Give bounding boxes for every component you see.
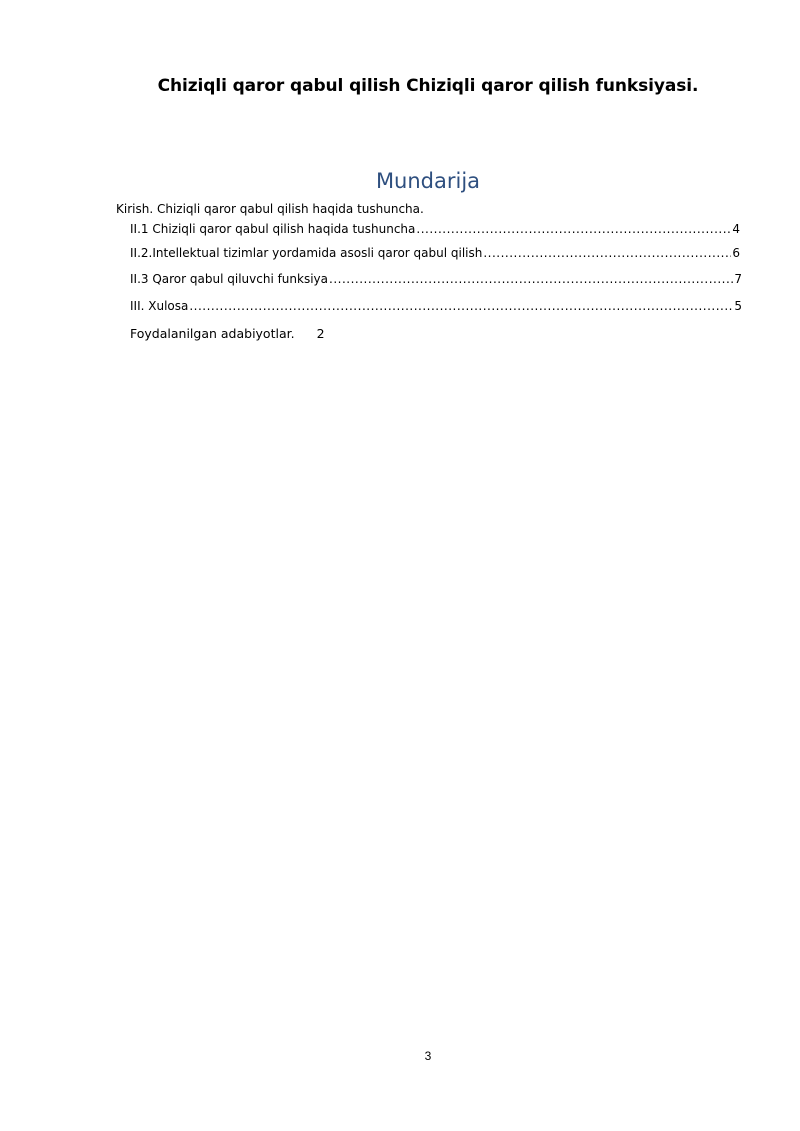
toc-references-entry[interactable] [130, 326, 325, 341]
page-number: 3 [424, 1049, 432, 1063]
toc-entry-label: II.3 Qaror qabul qiluvchi funksiya [130, 272, 329, 286]
toc-entry[interactable] [130, 299, 742, 313]
toc-entry-page: 5 [734, 299, 742, 313]
toc-references-page: 2 [316, 326, 325, 341]
toc-heading: Mundarija [375, 169, 481, 193]
document-title: Chiziqli qaror qabul qilish Chiziqli qaror qilish funksiyasi. [157, 76, 699, 96]
toc-dot-leader [189, 299, 733, 313]
toc-entry-page: 4 [732, 222, 740, 236]
toc-entry-page: 6 [732, 246, 740, 260]
toc-intro-line [116, 202, 424, 216]
toc-entry-label: II.2.Intellektual tizimlar yordamida asosli qaror qabul qilish [130, 246, 483, 260]
toc-references-label: Foydalanilgan adabiyotlar. [130, 326, 295, 341]
toc-dot-leader [483, 246, 731, 260]
toc-entry-page: 7 [734, 272, 742, 286]
toc-dot-leader [416, 222, 731, 236]
toc-entry-label: II.1 Chiziqli qaror qabul qilish haqida tushuncha [130, 222, 416, 236]
toc-entry[interactable] [130, 246, 740, 260]
toc-entry[interactable] [130, 222, 740, 236]
toc-entry-label: III. Xulosa [130, 299, 189, 313]
toc-dot-leader [329, 272, 733, 286]
toc-intro-label: Kirish. Chiziqli qaror qabul qilish haqida tushuncha. [116, 202, 424, 216]
toc-entry[interactable] [130, 272, 742, 286]
